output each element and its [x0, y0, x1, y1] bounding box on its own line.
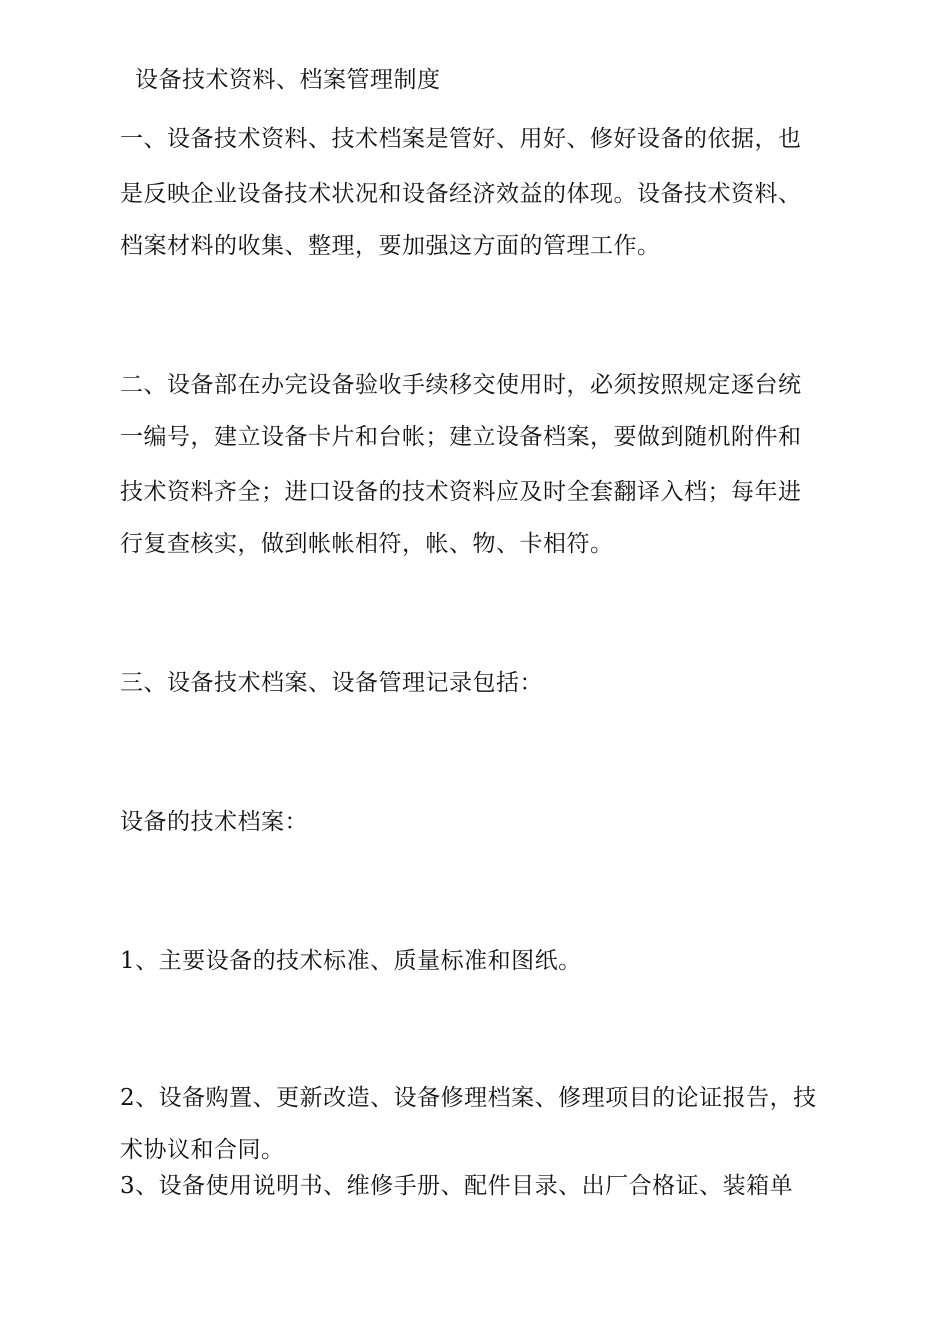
paragraph-line: 技术资料齐全；进口设备的技术资料应及时全套翻译入档；每年进 [120, 479, 802, 505]
list-item: 2、设备购置、更新改造、设备修理档案、修理项目的论证报告，技 [120, 1085, 817, 1111]
section-heading: 三、设备技术档案、设备管理记录包括： [120, 670, 543, 696]
list-item: 3、设备使用说明书、维修手册、配件目录、出厂合格证、装箱单 [120, 1173, 794, 1199]
list-item: 1、主要设备的技术标准、质量标准和图纸。 [120, 948, 582, 974]
subheading: 设备的技术档案： [120, 809, 308, 835]
list-item-continuation: 术协议和合同。 [120, 1137, 285, 1163]
paragraph-line: 是反映企业设备技术状况和设备经济效益的体现。设备技术资料、 [120, 181, 802, 207]
paragraph-line: 档案材料的收集、整理，要加强这方面的管理工作。 [120, 233, 661, 259]
document-title: 设备技术资料、档案管理制度 [135, 67, 441, 93]
paragraph-line: 行复查核实，做到帐帐相符，帐、物、卡相符。 [120, 531, 614, 557]
paragraph-line: 二、设备部在办完设备验收手续移交使用时，必须按照规定逐台统 [120, 372, 802, 398]
paragraph-line: 一、设备技术资料、技术档案是管好、用好、修好设备的依据，也 [120, 126, 802, 152]
paragraph-line: 一编号，建立设备卡片和台帐；建立设备档案，要做到随机附件和 [120, 424, 802, 450]
